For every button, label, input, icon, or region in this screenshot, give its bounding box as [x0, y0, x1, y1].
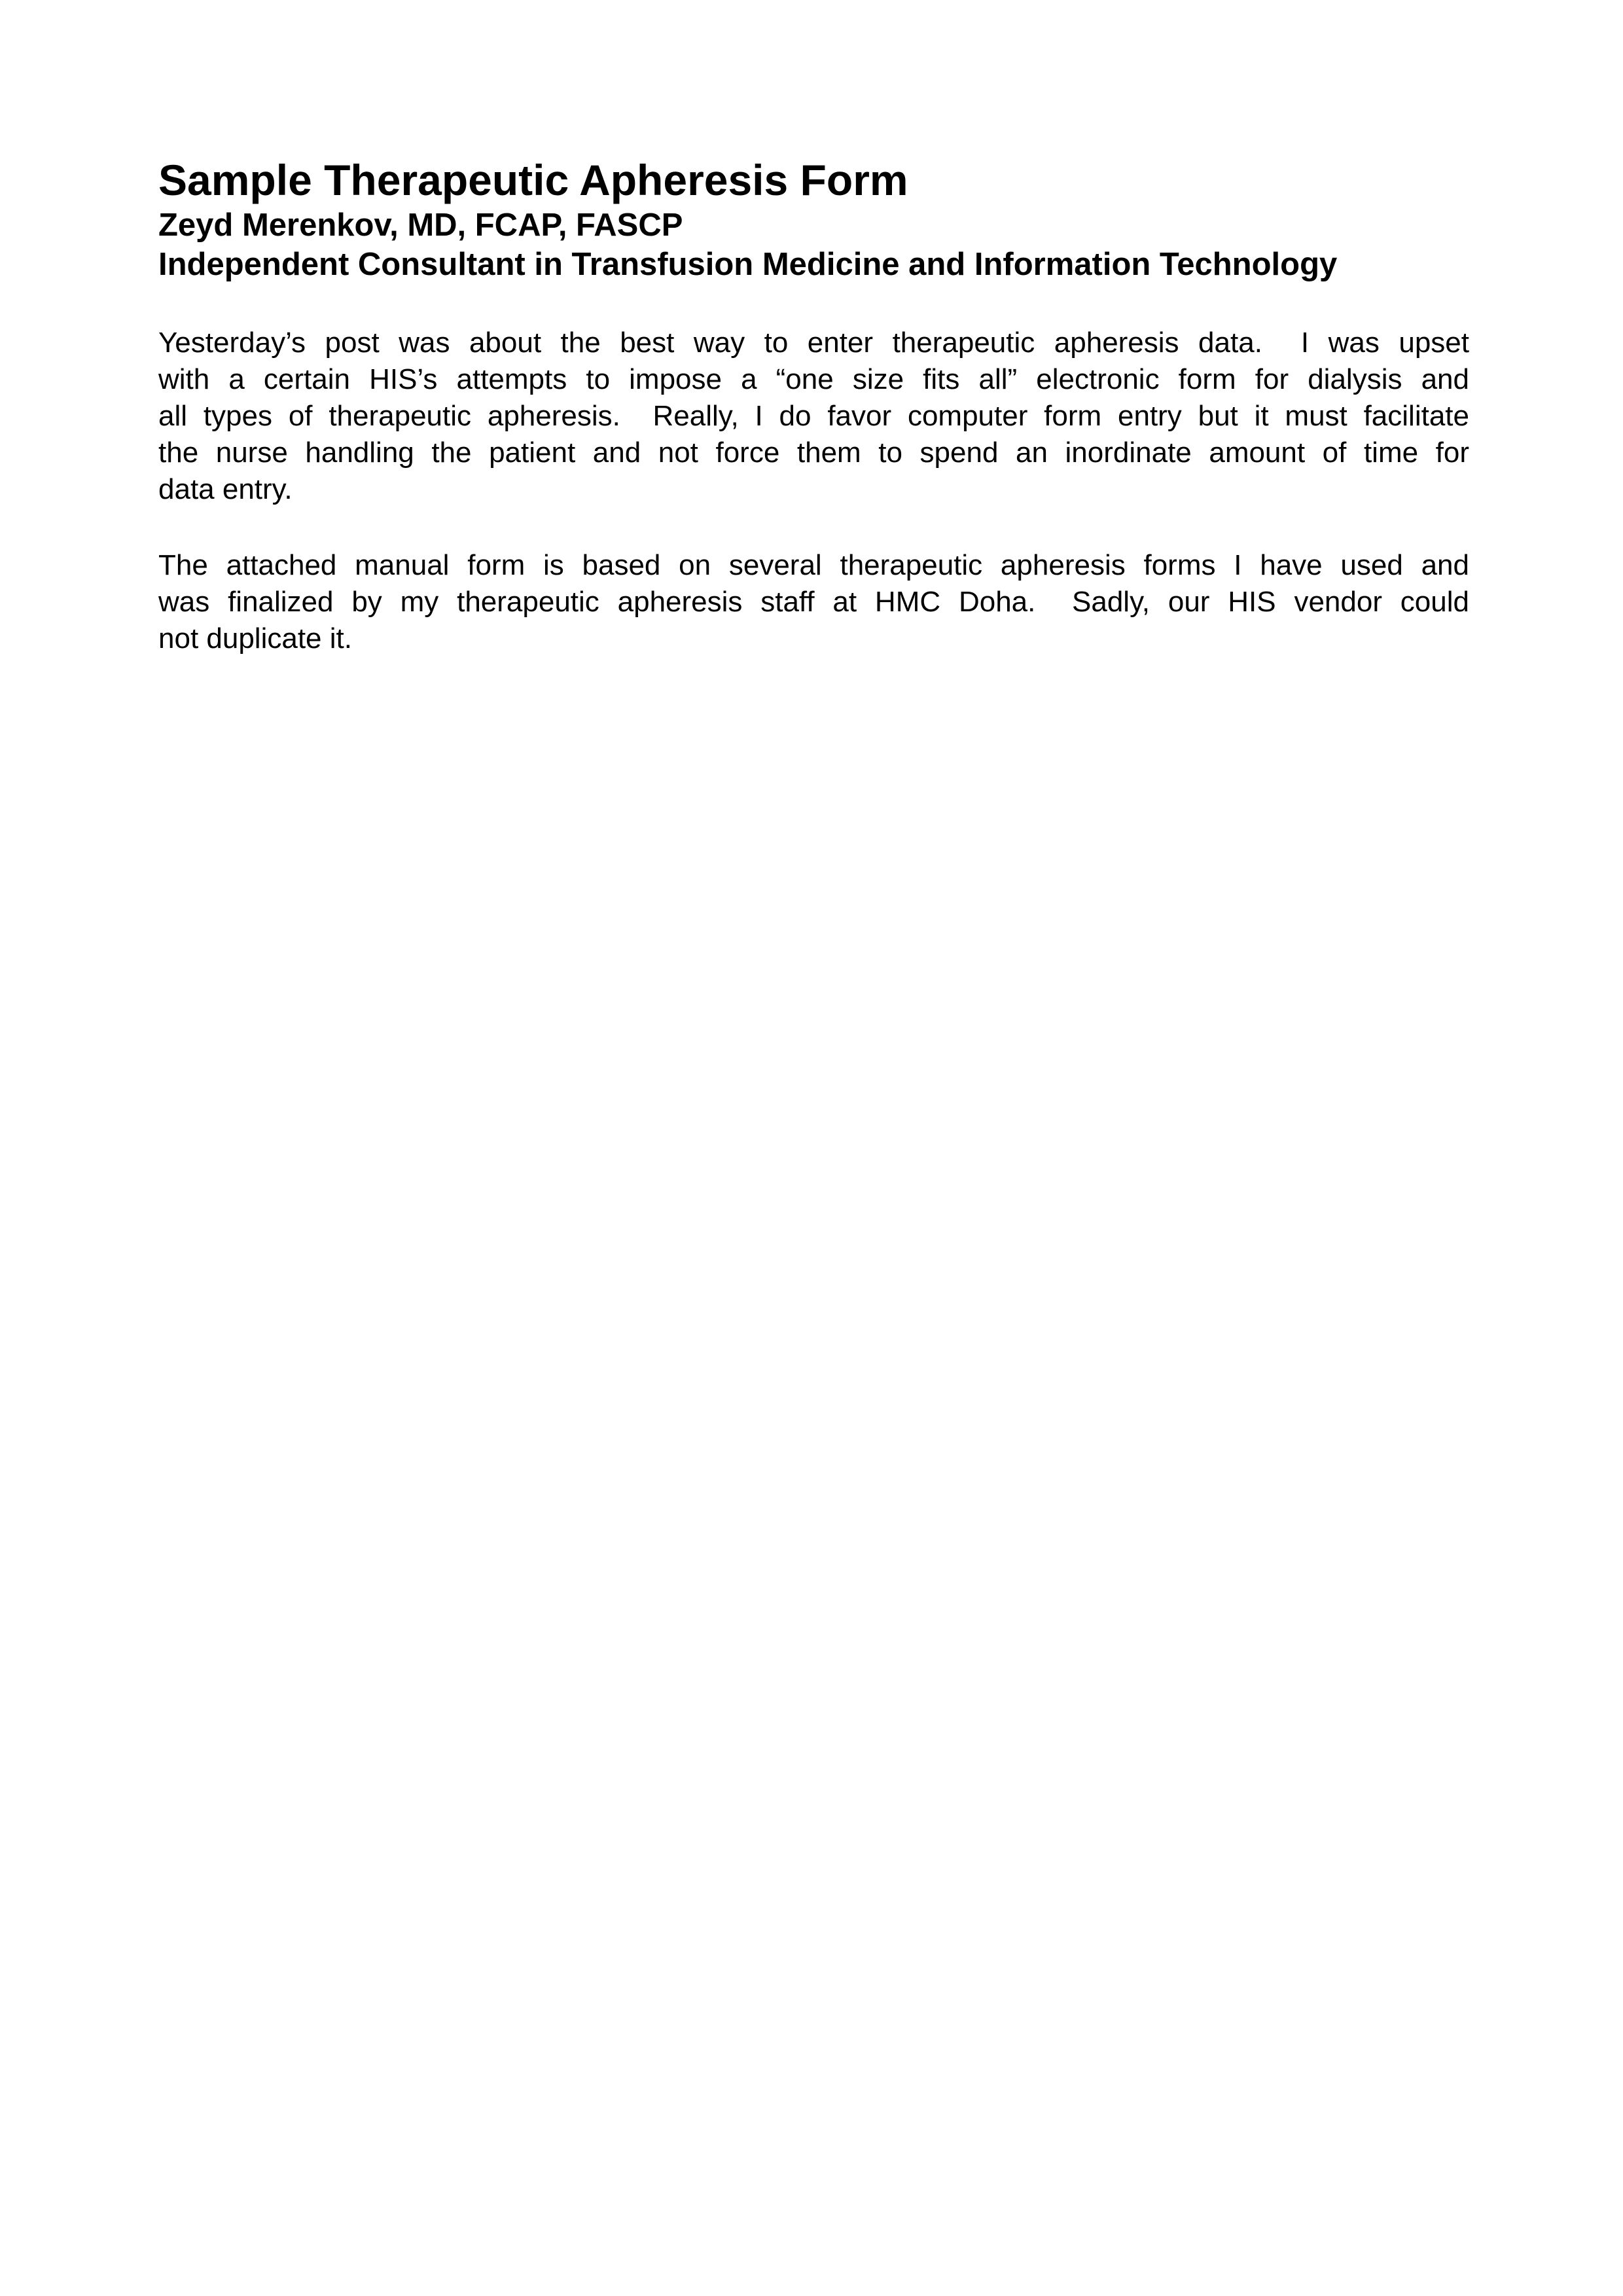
- text-line: Yesterday’s post was about the best way to enter therapeutic apheresis data. I was upset: [158, 327, 1469, 359]
- paragraph-1: [158, 325, 1469, 508]
- text-line: the nurse handling the patient and not force them to spend an inordinate amount of time for: [158, 437, 1469, 469]
- text-line: was finalized by my therapeutic apheresis staff at HMC Doha. Sadly, our HIS vendor could: [158, 586, 1469, 618]
- paragraph-2: [158, 547, 1469, 657]
- author-line: Zeyd Merenkov, MD, FCAP, FASCP: [158, 207, 683, 243]
- document-title: Sample Therapeutic Apheresis Form: [158, 156, 908, 204]
- text-line: data entry.: [158, 473, 293, 505]
- text-line: with a certain HIS’s attempts to impose a “one size fits all” electronic form for dialysis and: [158, 363, 1469, 395]
- text-line: The attached manual form is based on several therapeutic apheresis forms I have used and: [158, 549, 1469, 581]
- text-line: all types of therapeutic apheresis. Really, I do favor computer form entry but it must facilitate: [158, 400, 1469, 432]
- document-content: [158, 0, 1469, 657]
- text-line: not duplicate it.: [158, 622, 352, 655]
- affiliation-line: Independent Consultant in Transfusion Medicine and Information Technology: [158, 247, 1338, 282]
